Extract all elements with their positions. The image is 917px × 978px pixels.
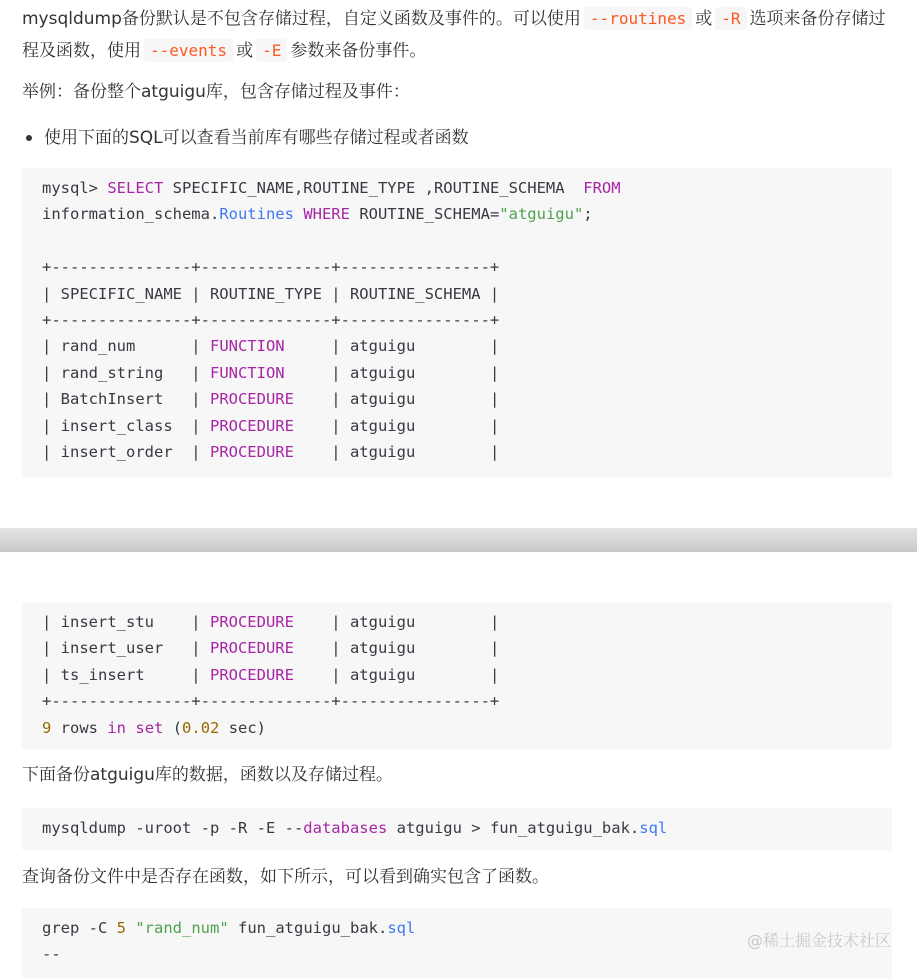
result-summary: 9 rows in set (0.02 sec) [42,718,267,737]
page-separator [0,528,917,552]
code-line-blank [42,228,892,254]
table-row: | rand_num | FUNCTION | atguigu | [42,337,500,356]
table-header: | SPECIFIC_NAME | ROUTINE_TYPE | ROUTINE_SCHEMA | [42,284,500,303]
backup-paragraph: 下面备份atguigu库的数据，函数以及存储过程。 [22,765,393,785]
table-border: +---------------+--------------+----------------+ [42,258,500,277]
table-row: | insert_order | PROCEDURE | atguigu | [42,442,500,461]
intro-text: 选项来备份存储过程及函数，使用 [22,9,886,61]
inline-code-e: -E [256,39,287,62]
code-block-query-continued [22,602,892,749]
table-row: | insert_user | PROCEDURE | atguigu | [42,639,500,658]
code-line: mysqldump -uroot -p -R -E --databases atguigu > fun_atguigu_bak.sql [42,819,668,837]
table-row: | ts_insert | PROCEDURE | atguigu | [42,665,500,684]
intro-text: 或 [236,41,254,61]
code-block-query [22,168,892,478]
inline-code-routines: --routines [584,7,692,30]
bullet-dot-icon [26,135,32,141]
example-paragraph: 举例：备份整个atguigu库，包含存储过程及事件： [22,82,410,102]
table-row: | rand_string | FUNCTION | atguigu | [42,363,500,382]
code-line: information_schema.Routines WHERE ROUTINE_SCHEMA="atguigu"; [42,205,593,224]
code-line: grep -C 5 "rand_num" fun_atguigu_bak.sql [42,919,416,937]
table-border: +---------------+--------------+----------------+ [42,692,500,711]
inline-code-r: -R [715,7,746,30]
check-paragraph: 查询备份文件中是否存在函数，如下所示，可以看到确实包含了函数。 [22,867,549,887]
table-row: | insert_class | PROCEDURE | atguigu | [42,416,500,435]
bullet-item [44,123,469,154]
intro-text: mysqldump备份默认是不包含存储过程，自定义函数及事件的。可以使用 [22,9,581,29]
table-row: | BatchInsert | PROCEDURE | atguigu | [42,390,500,409]
intro-text: 参数来备份事件。 [290,41,427,61]
code-block-mysqldump [22,808,892,850]
inline-code-events: --events [144,39,233,62]
table-row: | insert_stu | PROCEDURE | atguigu | [42,613,500,631]
table-border: +---------------+--------------+----------------+ [42,310,500,329]
intro-paragraph [22,3,893,67]
code-line: mysql> SELECT SPECIFIC_NAME,ROUTINE_TYPE ,ROUTINE_SCHEMA FROM [42,179,621,197]
bullet-text: 使用下面的SQL可以查看当前库有哪些存储过程或者函数 [44,128,469,148]
intro-text: 或 [695,9,713,29]
watermark: @稀土掘金技术社区 [746,931,891,950]
code-line: -- [42,945,61,964]
